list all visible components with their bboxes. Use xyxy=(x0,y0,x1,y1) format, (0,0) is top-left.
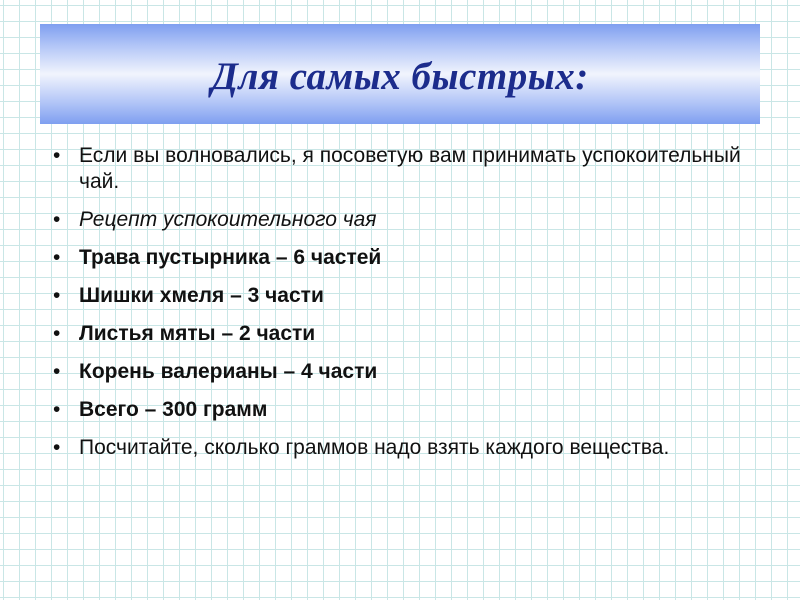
bullet-task: • Посчитайте, сколько граммов надо взять каждого вещества. xyxy=(50,435,750,461)
bullet-ingredient-valerian: • Корень валерианы – 4 части xyxy=(50,359,750,385)
bullet-total: • Всего – 300 грамм xyxy=(50,397,750,423)
bullet-list xyxy=(50,143,750,473)
bullet-ingredient-mint: • Листья мяты – 2 части xyxy=(50,321,750,347)
title-banner xyxy=(40,24,760,124)
slide-title: Для самых быстрых: xyxy=(211,54,589,98)
bullet-recipe-heading: • Рецепт успокоительного чая xyxy=(50,207,750,233)
bullet-ingredient-hops: • Шишки хмеля – 3 части xyxy=(50,283,750,309)
bullet-intro: • Если вы волновались, я посоветую вам принимать успокоительный чай. xyxy=(50,143,750,195)
bullet-ingredient-motherwort: • Трава пустырника – 6 частей xyxy=(50,245,750,271)
